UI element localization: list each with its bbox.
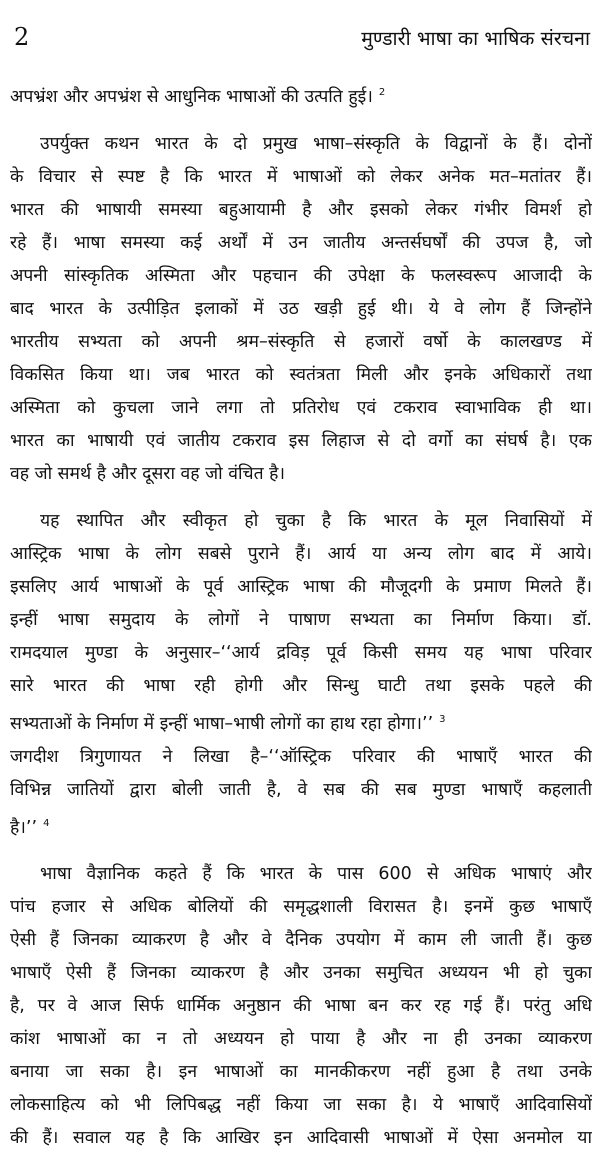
text-line: कांश भाषाओं का न तो अध्ययन हो पाया है और ना ही उनका व्याकरण: [10, 1029, 592, 1050]
paragraph-3: [10, 505, 592, 845]
text-line: आस्ट्रिक भाषा के लोग सबसे पुराने हैं। आर्य या अन्य लोग बाद में आये।: [10, 543, 592, 564]
footnote-ref: 2: [378, 87, 386, 98]
text-line: ऐसी हैं जिनका व्याकरण है और वे दैनिक उपयोग में काम ली जाती हैं। कुछ: [10, 930, 592, 951]
text-line: रहे हैं। भाषा समस्या कई अर्थों में उन जातीय अन्तर्सघर्षों की उपज है, जो: [10, 232, 592, 253]
text-line: सारे भारत की भाषा रही होगी और सिन्धु घाटी तथा इसके पहले की: [10, 675, 592, 696]
text-line: अपभ्रंश और अपभ्रंश से आधुनिक भाषाओं की उत्पति हुई। $^2$: [10, 86, 386, 107]
footnote-ref: 4: [43, 817, 50, 829]
text-line: है, पर वे आज सिर्फ धार्मिक अनुष्ठान की भाषा बन कर रह गई हैं। परंतु अधि: [10, 996, 592, 1017]
paragraph-4: [10, 858, 592, 1155]
text-line: भाषा वैज्ञानिक कहते हैं कि भारत के पास 600 से अधिक भाषाएं और: [40, 864, 592, 885]
text-line: इसलिए आर्य भाषाओं के पूर्व आस्ट्रिक भाषा की मौजूदगी के प्रमाण मिलते हैं।: [10, 576, 592, 597]
text-line: के विचार से स्पष्ट है कि भारत में भाषाओं को लेकर अनेक मत–मतांतर हैं।: [10, 166, 592, 187]
text-line: की हैं। सवाल यह है कि आखिर इन आदिवासी भाषाओं में ऐसा अनमोल या: [10, 1128, 592, 1149]
text-line: विकसित किया था। जब भारत को स्वतंत्रता मिली और इनके अधिकारों तथा: [10, 364, 592, 385]
text-line: अस्मिता को कुचला जाने लगा तो प्रतिरोध एवं टकराव स्वाभाविक ही था।: [10, 397, 592, 418]
text-line: जगदीश त्रिगुणायत ने लिखा है–‘‘ऑस्ट्रिक परिवार की भाषाएँ भारत की: [10, 746, 592, 767]
text-line: यह स्थापित और स्वीकृत हो चुका है कि भारत के मूल निवासियों में: [40, 510, 592, 531]
text-line: उपर्युक्त कथन भारत के दो प्रमुख भाषा–संस्कृति के विद्वानों के हैं। दोनों: [40, 133, 592, 154]
page-header: [14, 22, 590, 56]
body-text: [10, 76, 592, 1155]
paragraph-1: [10, 76, 592, 114]
text-line: भाषाएँ ऐसी हैं जिनका व्याकरण है और उनका समुचित अध्ययन भी हो चुका: [10, 963, 592, 984]
text-line: भारतीय सभ्यता को अपनी श्रम–संस्कृति से हजारों वर्षो के कालखण्ड में: [10, 331, 592, 352]
text-line: अपनी सांस्कृतिक अस्मिता और पहचान की उपेक्षा के फलस्वरूप आजादी के: [10, 265, 592, 286]
running-title: मुण्डारी भाषा का भाषिक संरचना: [361, 27, 590, 50]
text-line: लोकसाहित्य को भी लिपिबद्ध नहीं किया जा सका है। ये भाषाएँ आदिवासियों: [10, 1095, 592, 1116]
text-line: सभ्यताओं के निर्माण में इन्हीं भाषा–भाषी लोगों का हाथ रहा होगा।’’ $^3$: [10, 713, 446, 734]
paragraph-2: [10, 128, 592, 491]
text-line: वह जो समर्थ है और दूसरा वह जो वंचित है।: [10, 463, 286, 484]
text-line: विभिन्न जातियों द्वारा बोली जाती है, वे सब की सब मुण्डा भाषाएँ कहलाती: [10, 779, 592, 800]
text-line: पांच हजार से अधिक बोलियों की समृद्धशाली विरासत है। इनमें कुछ भाषाएँ: [10, 897, 592, 918]
text-line: भारत की भाषायी समस्या बहुआयामी है और इसको लेकर गंभीर विमर्श हो: [10, 199, 592, 220]
text-line: भारत का भाषायी एवं जातीय टकराव इस लिहाज से दो वर्गो का संघर्ष है। एक: [10, 430, 592, 451]
text-line: इन्हीं भाषा समुदाय के लोगों ने पाषाण सभ्यता का निर्माण किया। डॉ.: [10, 609, 592, 630]
page-number: 2: [14, 23, 30, 51]
text-line: बनाया जा सका है। इन भाषाओं का मानकीकरण नहीं हुआ है तथा उनके: [10, 1062, 592, 1083]
text-line: है।’’ $^4$: [10, 817, 50, 838]
text-line: रामदयाल मुण्डा के अनुसार–‘‘आर्य द्रविड़ पूर्व किसी समय यह भाषा परिवार: [10, 642, 592, 663]
text-line: बाद भारत के उत्पीड़ित इलाकों में उठ खड़ी हुई थी। ये वे लोग हैं जिन्होंने: [10, 298, 592, 319]
footnote-ref: 3: [439, 713, 446, 725]
